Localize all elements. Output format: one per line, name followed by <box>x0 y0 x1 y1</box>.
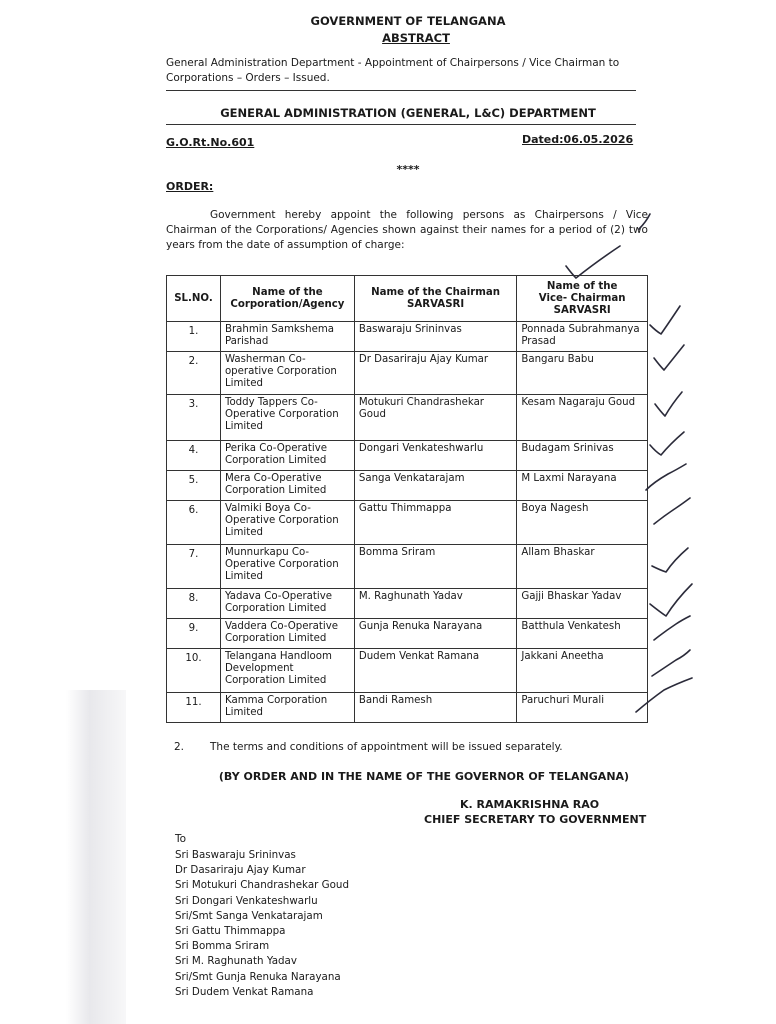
cell-vice-chairman: Batthula Venkatesh <box>517 619 648 649</box>
go-number: G.O.Rt.No.601 <box>166 136 255 149</box>
department-divider <box>166 124 636 125</box>
tick-mark <box>646 464 686 490</box>
tick-mark <box>650 432 684 455</box>
cell-chairman: Baswaraju Srininvas <box>354 322 516 352</box>
recipient-item: Sri Bomma Sriram <box>175 940 270 953</box>
subject-line: General Administration Department - Appointment of Chairpersons / Vice Chairman to Corporations – Orders – Issued. <box>166 57 620 84</box>
table-row <box>167 589 648 619</box>
recipients-list <box>175 848 349 1000</box>
cell-sl-no: 10. <box>167 649 221 693</box>
tick-mark <box>654 498 690 524</box>
cell-vice-chairman: Budagam Srinivas <box>517 441 648 471</box>
cell-corporation: Kamma Corporation Limited <box>220 693 354 723</box>
cell-chairman: Bandi Ramesh <box>354 693 516 723</box>
table-row <box>167 352 648 395</box>
cell-sl-no: 2. <box>167 352 221 395</box>
cell-corporation: Perika Co-Operative Corporation Limited <box>220 441 354 471</box>
tick-mark <box>654 616 690 640</box>
recipient-item: Sri M. Raghunath Yadav <box>175 955 297 968</box>
cell-chairman: Dongari Venkateshwarlu <box>354 441 516 471</box>
cell-sl-no: 5. <box>167 471 221 501</box>
by-order-line: (BY ORDER AND IN THE NAME OF THE GOVERNOR OF TELANGANA) <box>218 770 630 783</box>
cell-vice-chairman: Boya Nagesh <box>517 501 648 545</box>
cell-chairman: Motukuri Chandrashekar Goud <box>354 395 516 441</box>
recipient-item: Sri Dudem Venkat Ramana <box>175 985 314 998</box>
cell-corporation: Yadava Co-Operative Corporation Limited <box>220 589 354 619</box>
terms-note-number: 2. <box>174 741 185 753</box>
cell-corporation: Telangana Handloom Development Corporation Limited <box>220 649 354 693</box>
tick-mark <box>655 392 682 416</box>
header-vice-chairman: Name of the Vice- Chairman SARVASRI <box>517 276 648 322</box>
table-row <box>167 441 648 471</box>
tick-mark <box>654 345 684 370</box>
signatory-title: CHIEF SECRETARY TO GOVERNMENT <box>424 813 647 826</box>
cell-sl-no: 1. <box>167 322 221 352</box>
order-paragraph: Government hereby appoint the following persons as Chairpersons / Vice Chairman of the Corporations/ Agencies shown against their names for a period of (2) two years from the date of assumption of charge: <box>166 209 648 251</box>
header-sl-no: SL.NO. <box>167 276 221 322</box>
table-row <box>167 545 648 589</box>
to-label: To <box>175 833 187 845</box>
department-heading: GENERAL ADMINISTRATION (GENERAL, L&C) DEPARTMENT <box>220 106 596 120</box>
recipient-item: Sri Dongari Venkateshwarlu <box>175 894 318 907</box>
recipient-item: Sri Gattu Thimmappa <box>175 925 286 938</box>
cell-corporation: Munnurkapu Co-Operative Corporation Limited <box>220 545 354 589</box>
appointments-table <box>166 275 648 723</box>
signatory-name: K. RAMAKRISHNA RAO <box>460 798 600 811</box>
cell-vice-chairman: Bangaru Babu <box>517 352 648 395</box>
cell-vice-chairman: Allam Bhaskar <box>517 545 648 589</box>
cell-vice-chairman: Gajji Bhaskar Yadav <box>517 589 648 619</box>
recipient-item: Dr Dasariraju Ajay Kumar <box>175 864 306 877</box>
tick-mark <box>650 584 692 616</box>
cell-sl-no: 3. <box>167 395 221 441</box>
cell-chairman: M. Raghunath Yadav <box>354 589 516 619</box>
table-body <box>167 322 648 723</box>
cell-corporation: Washerman Co-operative Corporation Limited <box>220 352 354 395</box>
abstract-heading: ABSTRACT <box>382 31 450 45</box>
order-heading: ORDER: <box>166 180 214 193</box>
order-date: Dated:06.05.2026 <box>522 133 634 146</box>
cell-sl-no: 7. <box>167 545 221 589</box>
table-row <box>167 619 648 649</box>
table-header-row <box>167 276 648 322</box>
cell-sl-no: 6. <box>167 501 221 545</box>
tick-mark <box>652 548 688 572</box>
header-chairman: Name of the Chairman SARVASRI <box>354 276 516 322</box>
cell-chairman: Bomma Sriram <box>354 545 516 589</box>
cell-corporation: Mera Co-Operative Corporation Limited <box>220 471 354 501</box>
recipient-item: Sri/Smt Gunja Renuka Narayana <box>175 970 341 983</box>
table-row <box>167 471 648 501</box>
cell-chairman: Dudem Venkat Ramana <box>354 649 516 693</box>
cell-vice-chairman: Paruchuri Murali <box>517 693 648 723</box>
table-row <box>167 693 648 723</box>
government-title: GOVERNMENT OF TELANGANA <box>310 14 506 28</box>
tick-mark <box>650 306 680 334</box>
table-row <box>167 649 648 693</box>
tick-mark <box>652 650 690 676</box>
cell-vice-chairman: Ponnada Subrahmanya Prasad <box>517 322 648 352</box>
cell-chairman: Dr Dasariraju Ajay Kumar <box>354 352 516 395</box>
cell-chairman: Gattu Thimmappa <box>354 501 516 545</box>
cell-sl-no: 4. <box>167 441 221 471</box>
table-row <box>167 322 648 352</box>
table-row <box>167 395 648 441</box>
terms-note-text: The terms and conditions of appointment will be issued separately. <box>210 741 563 753</box>
cell-chairman: Gunja Renuka Narayana <box>354 619 516 649</box>
recipient-item: Sri Baswaraju Srininvas <box>175 849 296 861</box>
cell-corporation: Vaddera Co-Operative Corporation Limited <box>220 619 354 649</box>
recipient-item: Sri/Smt Sanga Venkatarajam <box>175 909 323 922</box>
cell-sl-no: 9. <box>167 619 221 649</box>
cell-sl-no: 11. <box>167 693 221 723</box>
cell-vice-chairman: Jakkani Aneetha <box>517 649 648 693</box>
cell-sl-no: 8. <box>167 589 221 619</box>
cell-vice-chairman: M Laxmi Narayana <box>517 471 648 501</box>
cell-corporation: Brahmin Samkshema Parishad <box>220 322 354 352</box>
header-corporation: Name of the Corporation/Agency <box>220 276 354 322</box>
cell-vice-chairman: Kesam Nagaraju Goud <box>517 395 648 441</box>
cell-chairman: Sanga Venkatarajam <box>354 471 516 501</box>
cell-corporation: Valmiki Boya Co-Operative Corporation Limited <box>220 501 354 545</box>
page-shadow <box>66 690 126 1024</box>
subject-divider <box>166 90 636 91</box>
terms-note <box>174 741 563 753</box>
table-row <box>167 501 648 545</box>
cell-corporation: Toddy Tappers Co-Operative Corporation Limited <box>220 395 354 441</box>
recipient-item: Sri Motukuri Chandrashekar Goud <box>175 879 349 892</box>
separator-stars: **** <box>396 163 420 176</box>
